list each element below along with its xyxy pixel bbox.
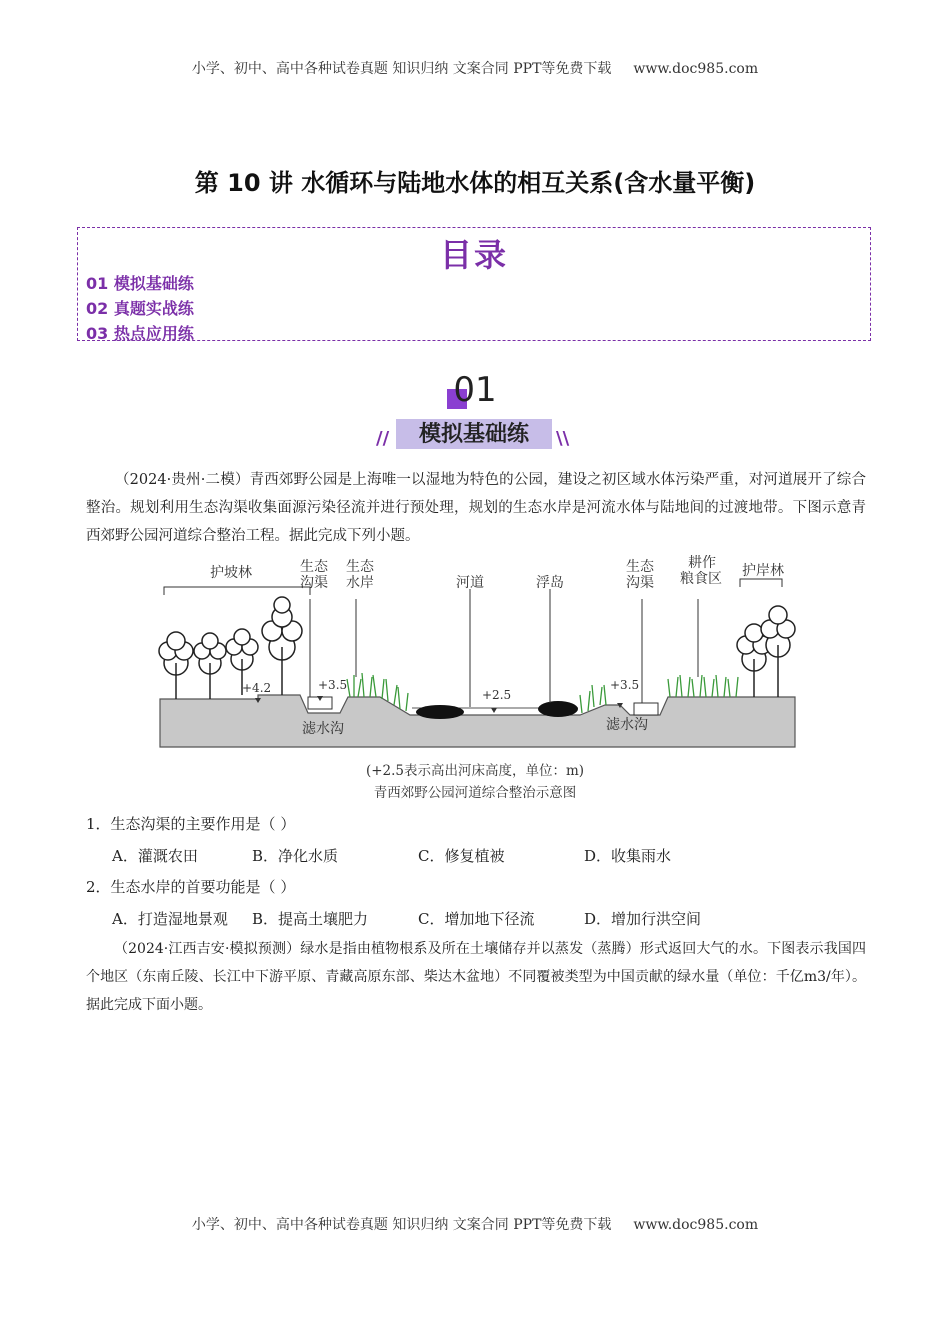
section-number: 01 [453, 370, 497, 410]
ground-profile [160, 695, 795, 747]
label-hedao: 河道 [456, 575, 484, 591]
section-slash-left-icon: // [376, 428, 390, 449]
section-label: 模拟基础练 [418, 422, 529, 447]
page-header [0, 58, 950, 78]
toc-item-2[interactable]: 02 真题实战练 [86, 299, 194, 318]
passage-1 [86, 466, 866, 550]
ditch-right [634, 703, 658, 715]
floating-island-left [416, 705, 464, 719]
trees-left [159, 597, 302, 699]
toc-item-1[interactable]: 01 模拟基础练 [86, 274, 194, 293]
label-shengtai-3: 生态 [626, 559, 654, 575]
label-h42: +4.2 [242, 681, 272, 695]
question-1-option-b[interactable]: B．净化水质 [252, 847, 339, 865]
question-2-option-d[interactable]: D．增加行洪空间 [584, 910, 702, 928]
passage-1-text: （2024·贵州·二模）青西郊野公园是上海唯一以湿地为特色的公园，建设之初区域水体污染严重，对河道展开了综合整治。规划利用生态沟渠收集面源污染径流并进行预处理，规划的生态水岸是河流水体与陆地间的过渡地带。下图示意青西郊野公园河道综合整治工程。据此完成下列小题。 [86, 472, 866, 544]
question-1-option-c[interactable]: C．修复植被 [418, 847, 505, 865]
section-slash-right-icon: \\ [556, 428, 570, 449]
label-gengzuo: 耕作 [688, 555, 716, 571]
question-1-option-d[interactable]: D．收集雨水 [584, 847, 672, 865]
question-1-option-a[interactable]: A．灌溉农田 [112, 847, 198, 865]
header-url[interactable]: www.doc985.com [633, 61, 759, 77]
passage-2-text: （2024·江西吉安·模拟预测）绿水是指由植物根系及所在土壤储存并以蒸发（蒸腾）形式返回大气的水。下图表示我国四个地区（东南丘陵、长江中下游平原、青藏高原东部、柴达木盆地）不同覆被类型为中国贡献的绿水量（单位：千亿m3/年）。据此完成下面小题。 [86, 941, 866, 1013]
footer-text: 小学、初中、高中各种试卷真题 知识归纳 文案合同 PPT等免费下载 [191, 1217, 612, 1233]
label-lvshuigou-right: 滤水沟 [606, 717, 648, 733]
label-h35-right: +3.5 [610, 678, 640, 692]
toc-item-3[interactable]: 03 热点应用练 [86, 324, 194, 343]
hupolin-bracket [164, 587, 310, 595]
huanlin-bracket [740, 579, 782, 587]
label-hupolin: 护坡林 [210, 565, 252, 581]
passage-2 [86, 935, 866, 1019]
question-2-option-a[interactable]: A．打造湿地景观 [112, 910, 228, 928]
trees-right [737, 606, 795, 697]
question-1-stem: 1．生态沟渠的主要作用是（ ） [86, 815, 296, 833]
question-2-option-c[interactable]: C．增加地下径流 [418, 910, 535, 928]
label-shengtai-1: 生态 [300, 559, 328, 575]
label-lvshuigou-left: 滤水沟 [302, 721, 344, 737]
table-of-contents [77, 227, 871, 341]
header-text: 小学、初中、高中各种试卷真题 知识归纳 文案合同 PPT等免费下载 [191, 61, 612, 77]
river-remediation-diagram [150, 555, 810, 755]
page-footer [0, 1214, 950, 1234]
toc-heading: 目录 [439, 236, 508, 274]
question-2-option-b[interactable]: B．提高土壤肥力 [252, 910, 369, 928]
label-h25: +2.5 [482, 688, 512, 702]
page-title: 第 10 讲 水循环与陆地水体的相互关系(含水量平衡) [194, 169, 756, 197]
label-huanlin: 护岸林 [742, 563, 784, 579]
label-fudao: 浮岛 [536, 575, 564, 591]
figure-note: (+2.5表示高出河床高度，单位：m) [365, 763, 585, 779]
label-gouqu-1: 沟渠 [300, 575, 328, 591]
label-gouqu-2: 沟渠 [626, 575, 654, 591]
label-liangshiqu: 粮食区 [680, 571, 722, 587]
figure-caption: 青西郊野公园河道综合整治示意图 [373, 785, 577, 801]
label-h35-left: +3.5 [318, 678, 348, 692]
label-shuian: 水岸 [346, 575, 374, 591]
question-2-stem: 2．生态水岸的首要功能是（ ） [86, 878, 296, 896]
floating-island-right [538, 701, 578, 717]
footer-url[interactable]: www.doc985.com [633, 1217, 759, 1233]
label-shengtai-2: 生态 [346, 559, 374, 575]
